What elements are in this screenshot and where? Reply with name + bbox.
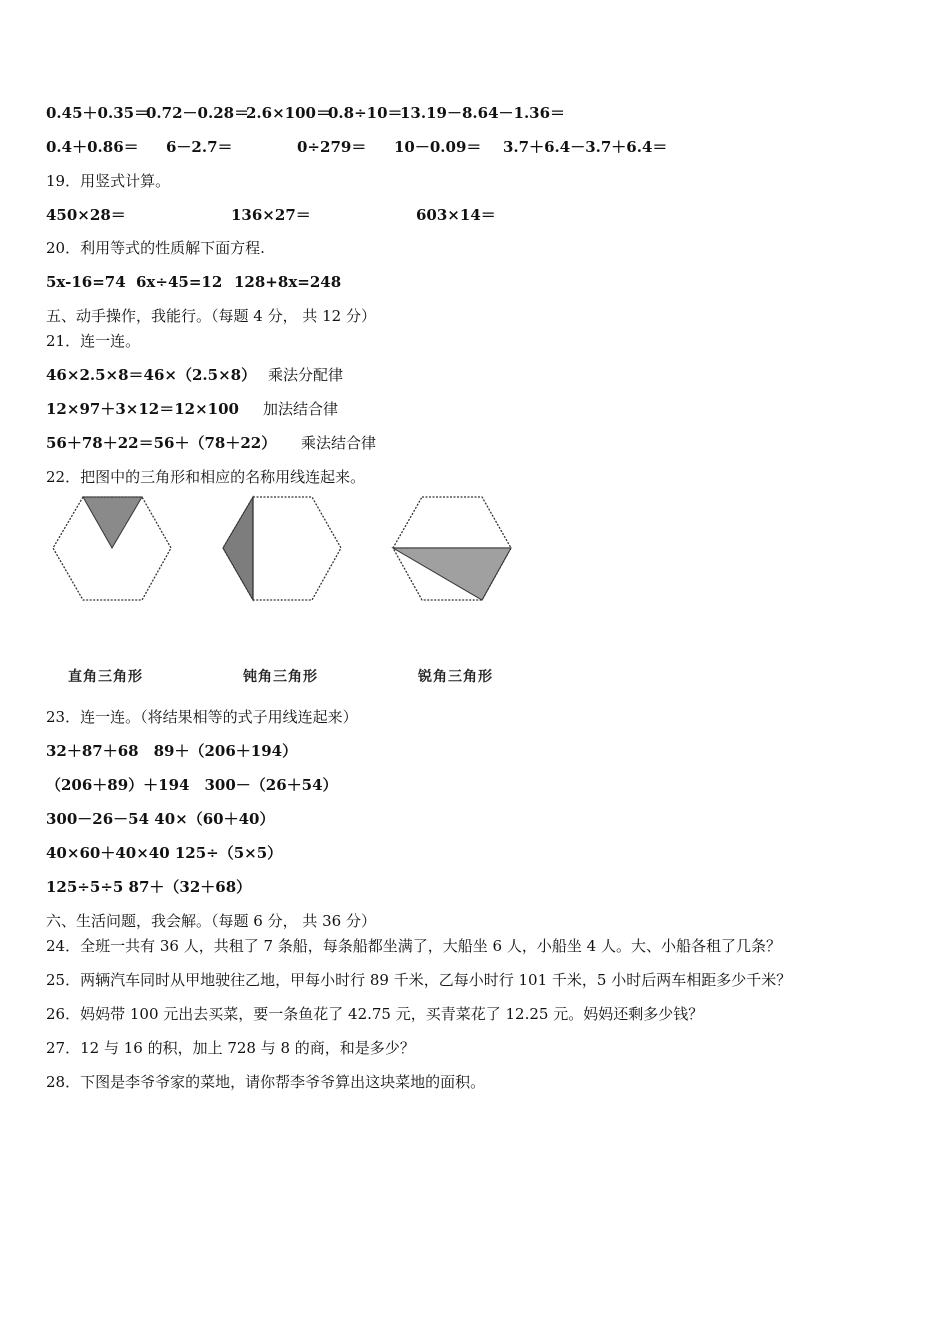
problem-24: 24．全班一共有 36 人，共租了 7 条船，每条船都坐满了，大船坐 6 人，小船坐 4 人。大、小船各租了几条？ xyxy=(46,937,781,955)
oral-calc-item: 2.6×100＝ xyxy=(246,104,331,122)
q20-item: 6x÷45=12 xyxy=(136,273,223,291)
oral-calc-item: 13.19－8.64－1.36＝ xyxy=(400,104,566,122)
q22-title: 22．把图中的三角形和相应的名称用线连起来。 xyxy=(46,468,366,486)
section-5-title: 五、动手操作，我能行。（每题 4 分， 共 12 分） xyxy=(46,307,376,325)
hexagon-figure-1 xyxy=(53,497,171,600)
oral-calc-item: 0÷279＝ xyxy=(297,138,367,156)
oral-calc-item: 0.4＋0.86＝ xyxy=(46,138,139,156)
q21-expression: 56＋78＋22＝56＋（78＋22） xyxy=(46,434,277,452)
q20-item: 128+8x=248 xyxy=(234,273,342,291)
problem-26: 26．妈妈带 100 元出去买菜，要一条鱼花了 42.75 元，买青菜花了 12.25 元。妈妈还剩多少钱？ xyxy=(46,1005,704,1023)
q21-law: 加法结合律 xyxy=(263,400,339,418)
hexagon-figures xyxy=(46,490,526,610)
q23-row: 32＋87＋68 89＋（206＋194） xyxy=(46,742,298,760)
q19-item: 603×14＝ xyxy=(416,206,496,224)
hexagon-figure-2 xyxy=(223,497,341,600)
q19-item: 136×27＝ xyxy=(231,206,311,224)
q19-item: 450×28＝ xyxy=(46,206,126,224)
oral-calc-item: 6－2.7＝ xyxy=(166,138,233,156)
oral-calc-item: 0.8÷10＝ xyxy=(328,104,403,122)
q21-expression: 46×2.5×8＝46×（2.5×8） xyxy=(46,366,257,384)
section-6-title: 六、生活问题，我会解。（每题 6 分， 共 36 分） xyxy=(46,912,376,930)
q23-row: 125÷5÷5 87＋（32＋68） xyxy=(46,878,252,896)
problem-27: 27．12 与 16 的积，加上 728 与 8 的商，和是多少？ xyxy=(46,1039,415,1057)
q23-row: （206＋89）＋194 300－（26＋54） xyxy=(46,776,338,794)
q23-row: 40×60＋40×40 125÷（5×5） xyxy=(46,844,283,862)
oral-calc-item: 3.7＋6.4－3.7＋6.4＝ xyxy=(503,138,668,156)
q21-title: 21．连一连。 xyxy=(46,332,141,350)
oral-calc-item: 10－0.09＝ xyxy=(394,138,482,156)
problem-28: 28．下图是李爷爷家的菜地，请你帮李爷爷算出这块菜地的面积。 xyxy=(46,1073,486,1091)
oral-calc-item: 0.72－0.28＝ xyxy=(146,104,250,122)
figure-label-obtuse-triangle: 钝角三角形 xyxy=(243,669,318,685)
q19-title: 19．用竖式计算。 xyxy=(46,172,171,190)
problem-25: 25．两辆汽车同时从甲地驶往乙地，甲每小时行 89 千米，乙每小时行 101 千米，5 小时后两车相距多少千米？ xyxy=(46,971,792,989)
q23-row: 300－26－54 40×（60＋40） xyxy=(46,810,275,828)
q23-title: 23．连一连。（将结果相等的式子用线连起来） xyxy=(46,708,358,726)
q21-expression: 12×97＋3×12＝12×100 xyxy=(46,400,239,418)
oral-calc-item: 0.45＋0.35＝ xyxy=(46,104,150,122)
figure-label-right-triangle: 直角三角形 xyxy=(68,669,143,685)
figure-label-acute-triangle: 锐角三角形 xyxy=(418,669,493,685)
q20-item: 5x-16=74 xyxy=(46,273,126,291)
q20-title: 20．利用等式的性质解下面方程. xyxy=(46,239,265,257)
q21-law: 乘法结合律 xyxy=(301,434,377,452)
q21-law: 乘法分配律 xyxy=(268,366,344,384)
hexagon-figure-3 xyxy=(393,497,511,600)
